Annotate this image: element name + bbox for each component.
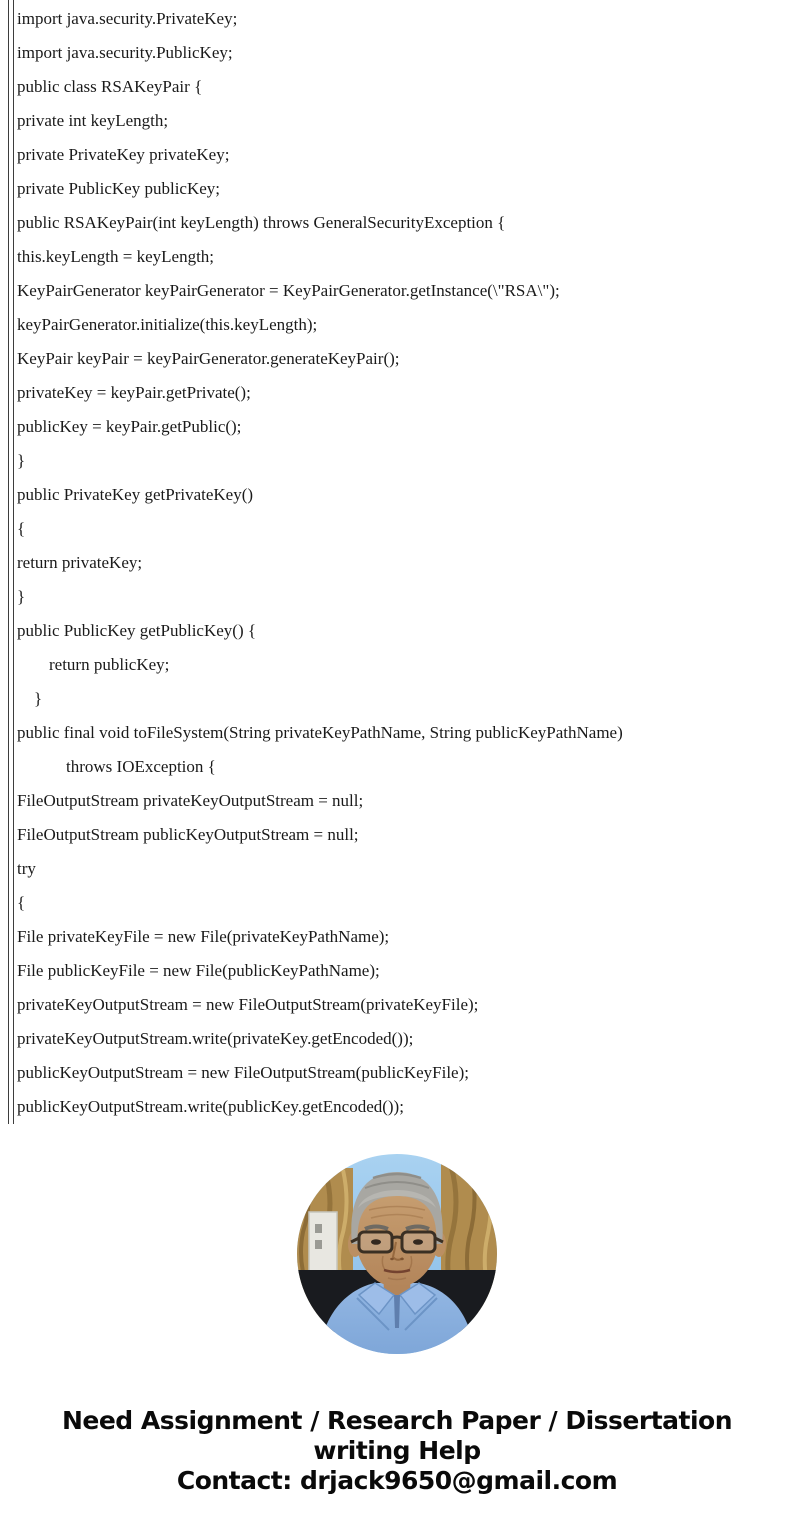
code-line: public PublicKey getPublicKey() { xyxy=(17,621,257,640)
code-line: { xyxy=(17,893,26,912)
code-line: publicKeyOutputStream.write(publicKey.getEncoded()); xyxy=(17,1097,404,1116)
code-line: return publicKey; xyxy=(49,655,170,674)
code-blockquote-inner xyxy=(13,0,794,1124)
code-line: public class RSAKeyPair { xyxy=(17,77,203,96)
code-line: { xyxy=(17,519,26,538)
code-line: } xyxy=(34,689,43,708)
code-line: import java.security.PrivateKey; xyxy=(17,9,238,28)
code-line: } xyxy=(17,587,26,606)
code-line: privateKey = keyPair.getPrivate(); xyxy=(17,383,251,402)
footer-advert xyxy=(0,1406,794,1496)
code-line: keyPairGenerator.initialize(this.keyLength); xyxy=(17,315,318,334)
code-line: public RSAKeyPair(int keyLength) throws GeneralSecurityException { xyxy=(17,213,506,232)
code-line: publicKeyOutputStream = new FileOutputStream(publicKeyFile); xyxy=(17,1063,469,1082)
code-line: privateKeyOutputStream = new FileOutputStream(privateKeyFile); xyxy=(17,995,479,1014)
code-line: try xyxy=(17,859,36,878)
tutor-avatar xyxy=(295,1152,499,1356)
footer-contact-email: Contact: drjack9650@gmail.com xyxy=(176,1466,618,1495)
code-line: File publicKeyFile = new File(publicKeyPathName); xyxy=(17,961,380,980)
footer-heading-line2: writing Help xyxy=(313,1436,481,1465)
code-line: FileOutputStream publicKeyOutputStream = null; xyxy=(17,825,359,844)
code-line: public PrivateKey getPrivateKey() xyxy=(17,485,254,504)
code-line: private PublicKey publicKey; xyxy=(17,179,221,198)
code-line: KeyPair keyPair = keyPairGenerator.generateKeyPair(); xyxy=(17,349,400,368)
tutor-photo-image xyxy=(295,1152,499,1356)
code-line: File privateKeyFile = new File(privateKeyPathName); xyxy=(17,927,390,946)
code-line: } xyxy=(17,451,26,470)
code-line: FileOutputStream privateKeyOutputStream = null; xyxy=(17,791,364,810)
code-line: this.keyLength = keyLength; xyxy=(17,247,215,266)
code-line: private int keyLength; xyxy=(17,111,169,130)
footer-heading-line1: Need Assignment / Research Paper / Dissertation xyxy=(61,1406,733,1435)
code-line: import java.security.PublicKey; xyxy=(17,43,233,62)
code-line: publicKey = keyPair.getPublic(); xyxy=(17,417,242,436)
code-line: private PrivateKey privateKey; xyxy=(17,145,230,164)
code-line: public final void toFileSystem(String privateKeyPathName, String publicKeyPathName) xyxy=(17,723,623,742)
code-blockquote xyxy=(8,0,794,1124)
code-line: privateKeyOutputStream.write(privateKey.getEncoded()); xyxy=(17,1029,414,1048)
code-line: throws IOException { xyxy=(66,757,216,776)
code-line: KeyPairGenerator keyPairGenerator = KeyPairGenerator.getInstance(\"RSA\"); xyxy=(17,281,560,300)
code-line: return privateKey; xyxy=(17,553,143,572)
